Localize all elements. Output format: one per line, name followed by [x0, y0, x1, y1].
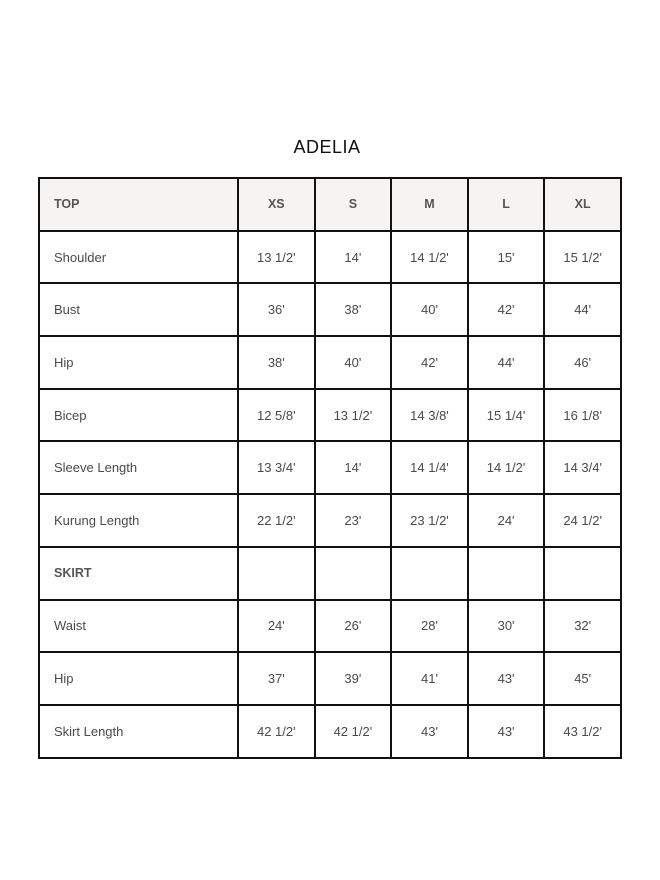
table-cell: 40' — [315, 336, 392, 389]
table-cell: 23 1/2' — [391, 494, 468, 547]
table-cell: 32' — [544, 600, 621, 653]
empty-cell — [544, 547, 621, 600]
table-cell: 44' — [468, 336, 545, 389]
header-row — [39, 178, 621, 231]
row-label: Waist — [39, 600, 238, 653]
table-row — [39, 652, 621, 705]
skirt-section-row — [39, 547, 621, 600]
table-cell: 38' — [238, 336, 315, 389]
table-cell: 23' — [315, 494, 392, 547]
table-cell: 30' — [468, 600, 545, 653]
row-label: Hip — [39, 336, 238, 389]
table-cell: 24' — [468, 494, 545, 547]
skirt-section-header: SKIRT — [39, 547, 238, 600]
table-cell: 14' — [315, 231, 392, 284]
table-cell: 14 1/4' — [391, 441, 468, 494]
table-cell: 15 1/4' — [468, 389, 545, 442]
table-cell: 26' — [315, 600, 392, 653]
table-row — [39, 283, 621, 336]
table-cell: 42 1/2' — [315, 705, 392, 758]
table-cell: 42' — [391, 336, 468, 389]
empty-cell — [238, 547, 315, 600]
table-cell: 24' — [238, 600, 315, 653]
table-cell: 44' — [544, 283, 621, 336]
table-cell: 24 1/2' — [544, 494, 621, 547]
row-label: Kurung Length — [39, 494, 238, 547]
size-header-s: S — [315, 178, 392, 231]
empty-cell — [391, 547, 468, 600]
table-cell: 43' — [391, 705, 468, 758]
top-section-header: TOP — [39, 178, 238, 231]
table-cell: 36' — [238, 283, 315, 336]
table-cell: 42 1/2' — [238, 705, 315, 758]
row-label: Bust — [39, 283, 238, 336]
table-cell: 15' — [468, 231, 545, 284]
table-cell: 43 1/2' — [544, 705, 621, 758]
table-row — [39, 389, 621, 442]
table-cell: 46' — [544, 336, 621, 389]
table-cell: 14 3/4' — [544, 441, 621, 494]
table-row — [39, 494, 621, 547]
empty-cell — [315, 547, 392, 600]
table-cell: 13 1/2' — [315, 389, 392, 442]
table-cell: 16 1/8' — [544, 389, 621, 442]
row-label: Sleeve Length — [39, 441, 238, 494]
table-cell: 15 1/2' — [544, 231, 621, 284]
size-header-m: M — [391, 178, 468, 231]
table-cell: 40' — [391, 283, 468, 336]
table-cell: 22 1/2' — [238, 494, 315, 547]
table-row — [39, 600, 621, 653]
table-cell: 14' — [315, 441, 392, 494]
table-cell: 28' — [391, 600, 468, 653]
table-cell: 14 1/2' — [391, 231, 468, 284]
size-header-xs: XS — [238, 178, 315, 231]
empty-cell — [468, 547, 545, 600]
table-cell: 37' — [238, 652, 315, 705]
chart-title: ADELIA — [293, 137, 361, 157]
table-row — [39, 336, 621, 389]
table-cell: 13 1/2' — [238, 231, 315, 284]
table-row — [39, 441, 621, 494]
table-row — [39, 231, 621, 284]
table-cell: 41' — [391, 652, 468, 705]
table-cell: 42' — [468, 283, 545, 336]
table-cell: 43' — [468, 705, 545, 758]
size-header-xl: XL — [544, 178, 621, 231]
row-label: Hip — [39, 652, 238, 705]
table-cell: 45' — [544, 652, 621, 705]
table-cell: 13 3/4' — [238, 441, 315, 494]
row-label: Bicep — [39, 389, 238, 442]
table-cell: 39' — [315, 652, 392, 705]
table-cell: 14 3/8' — [391, 389, 468, 442]
table-row — [39, 705, 621, 758]
table-cell: 12 5/8' — [238, 389, 315, 442]
table-cell: 43' — [468, 652, 545, 705]
row-label: Shoulder — [39, 231, 238, 284]
table-cell: 38' — [315, 283, 392, 336]
size-header-l: L — [468, 178, 545, 231]
row-label: Skirt Length — [39, 705, 238, 758]
table-cell: 14 1/2' — [468, 441, 545, 494]
size-chart-table — [38, 177, 622, 759]
